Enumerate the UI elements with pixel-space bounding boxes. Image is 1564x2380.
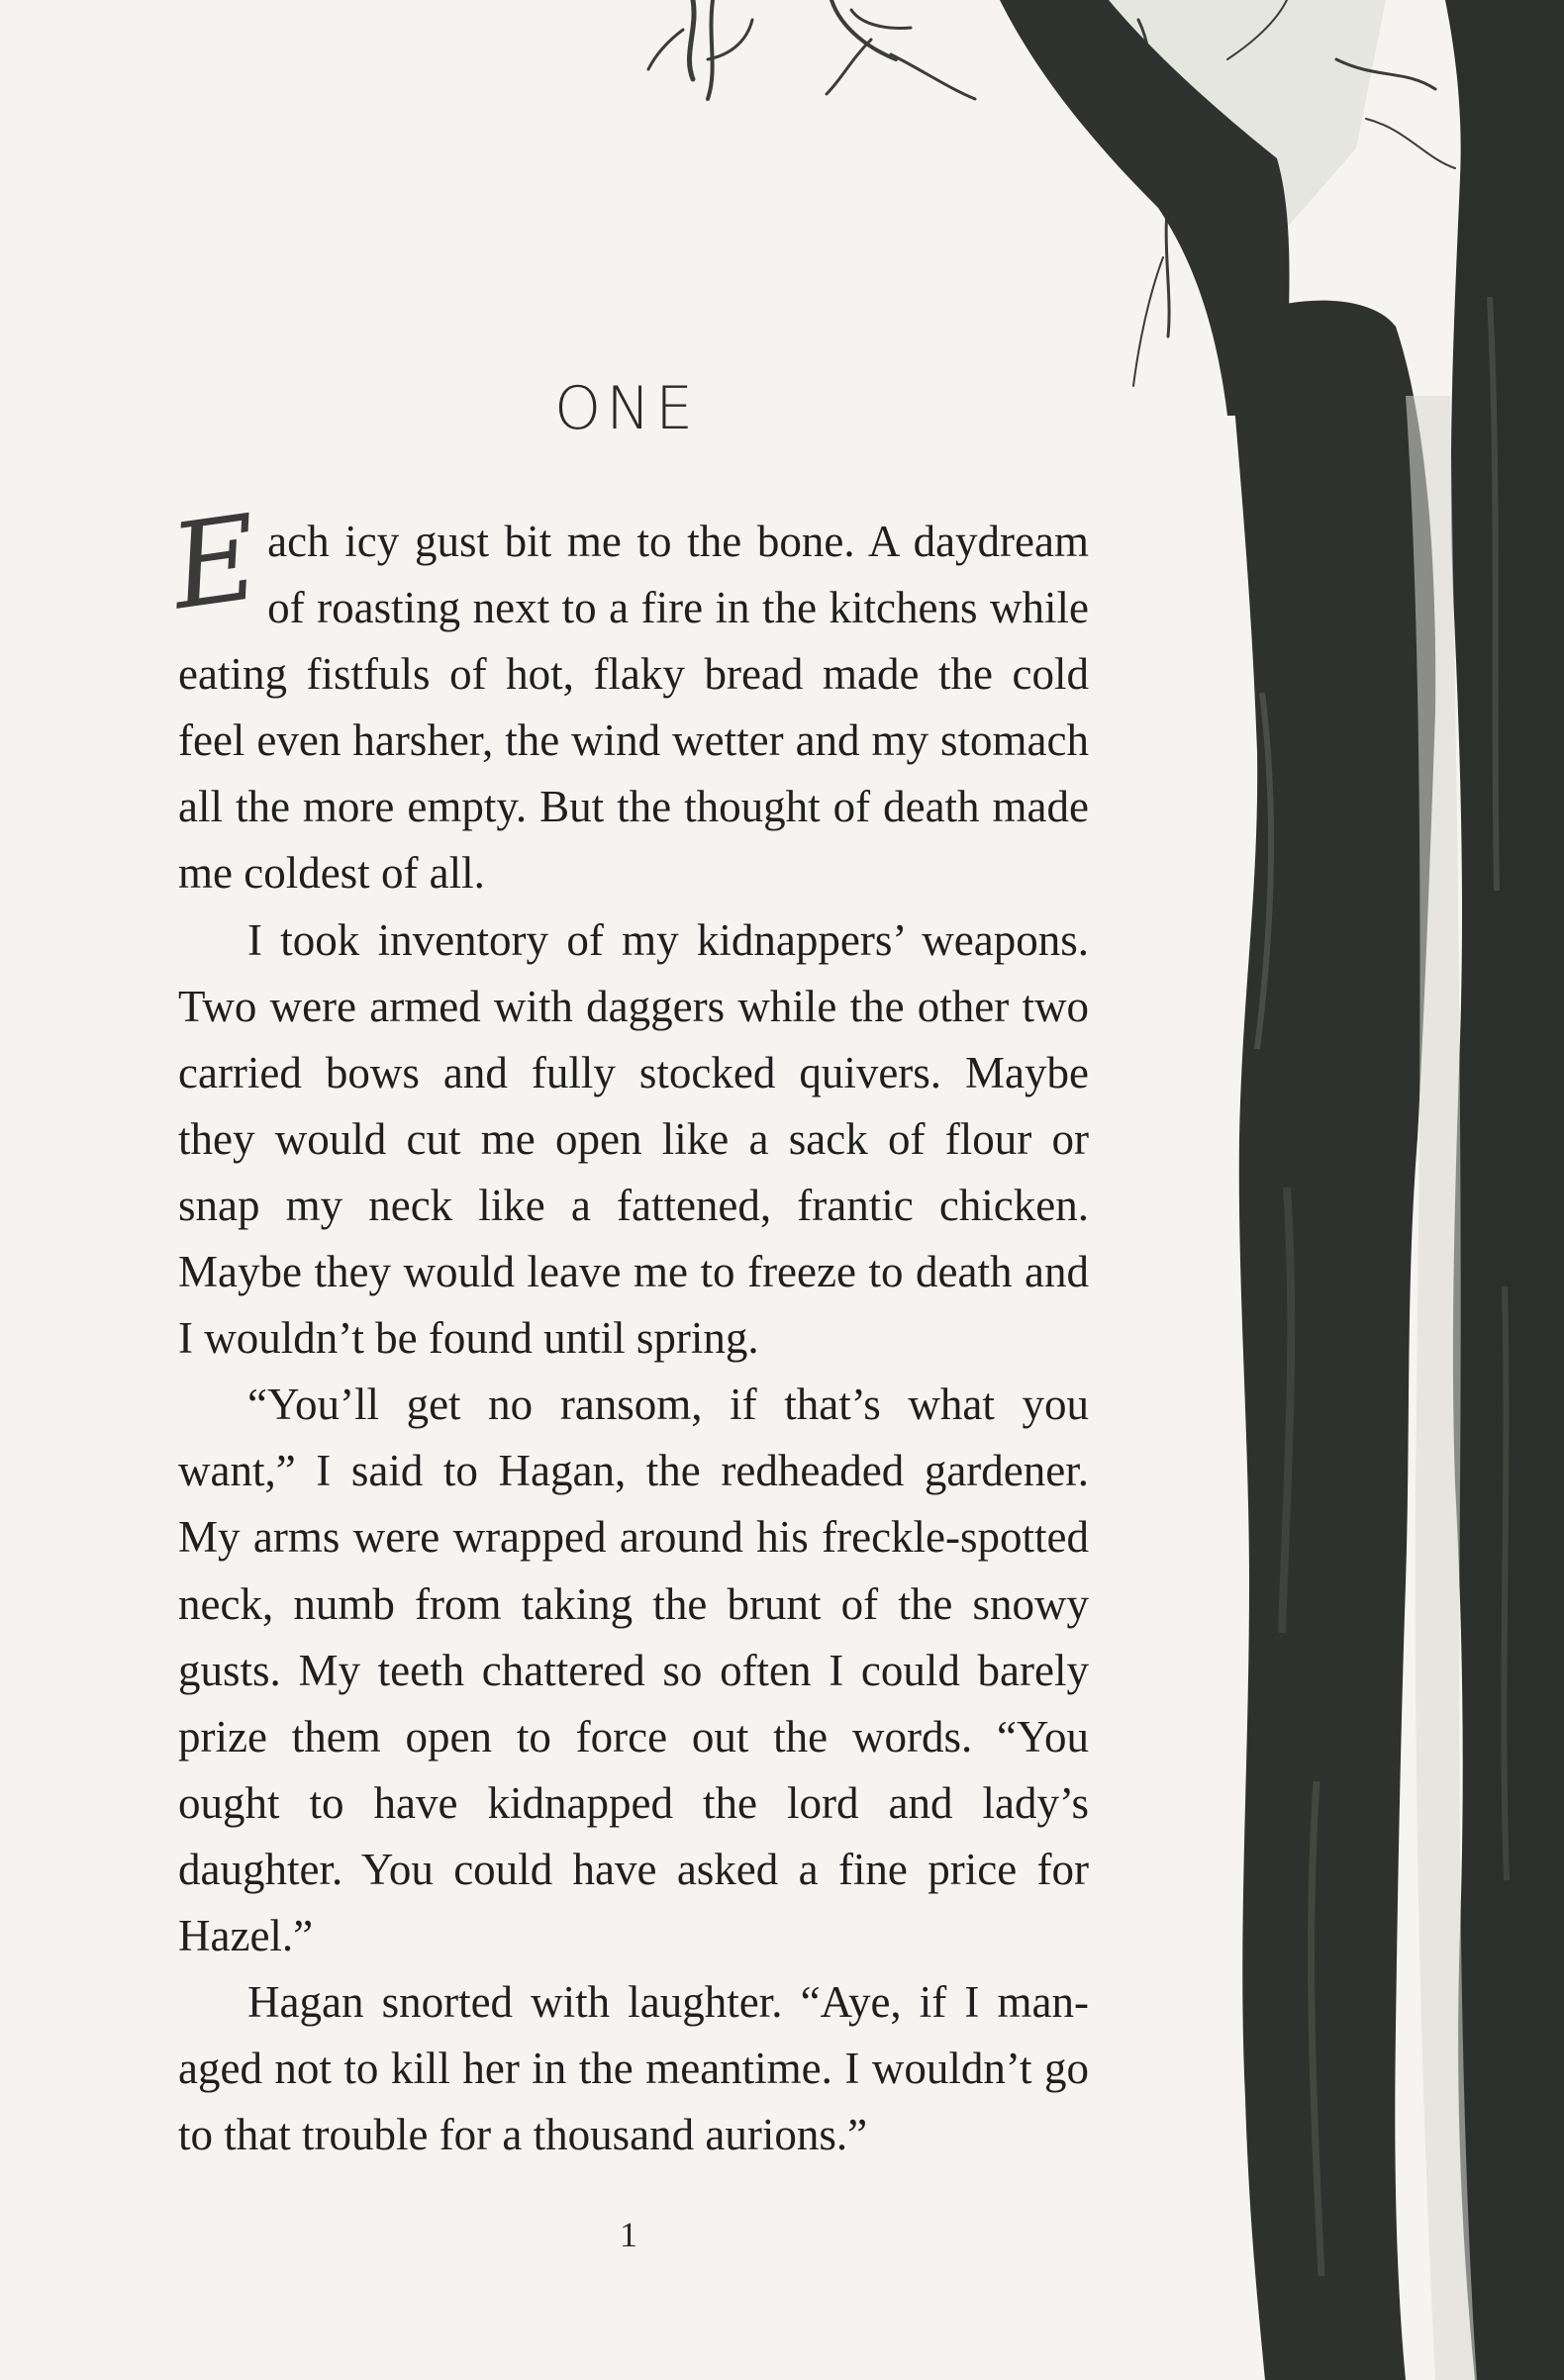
paragraph: “You’ll get no ransom, if that’s what you want,” I said to Hagan, the redheaded gardener. My arms were wrapped around his freckle-spotted neck, numb from taking the brunt of the snowy gusts. My teeth chattered so often I could barely prize them open to force out the words. “You ought to have kidnapped the lord and lady’s daughter. You could have asked a fine price for Hazel.” (178, 1380, 1089, 1960)
paragraph-text: ach icy gust bit me to the bone. A daydream of roasting next to a fire in the kitchens while eating fistfuls of hot, flaky bread made the cold feel even harsher, the wind wetter and my stomach all the more empty. But the thought of death made me coldest of all. (178, 517, 1089, 899)
paragraph (162, 488, 1089, 907)
chapter-body (162, 488, 1089, 2168)
paragraph: I took inventory of my kidnappers’ weapons. Two were armed with daggers while the other two carried bows and fully stocked quivers. Maybe they would cut me open like a sack of flour or snap my neck like a fattened, frantic chicken. Maybe they would leave me to freeze to death and I wouldn’t be found until spring. (178, 914, 1089, 1364)
chapter-title: ONE (554, 374, 699, 443)
paragraph: Hagan snorted with laughter. “Aye, if I managed not to kill her in the meantime. I wouldn’t go to that trouble for a thousand aurions.” (178, 1977, 1089, 2160)
page-number: 1 (620, 2215, 637, 2254)
drop-cap: E (162, 488, 267, 636)
